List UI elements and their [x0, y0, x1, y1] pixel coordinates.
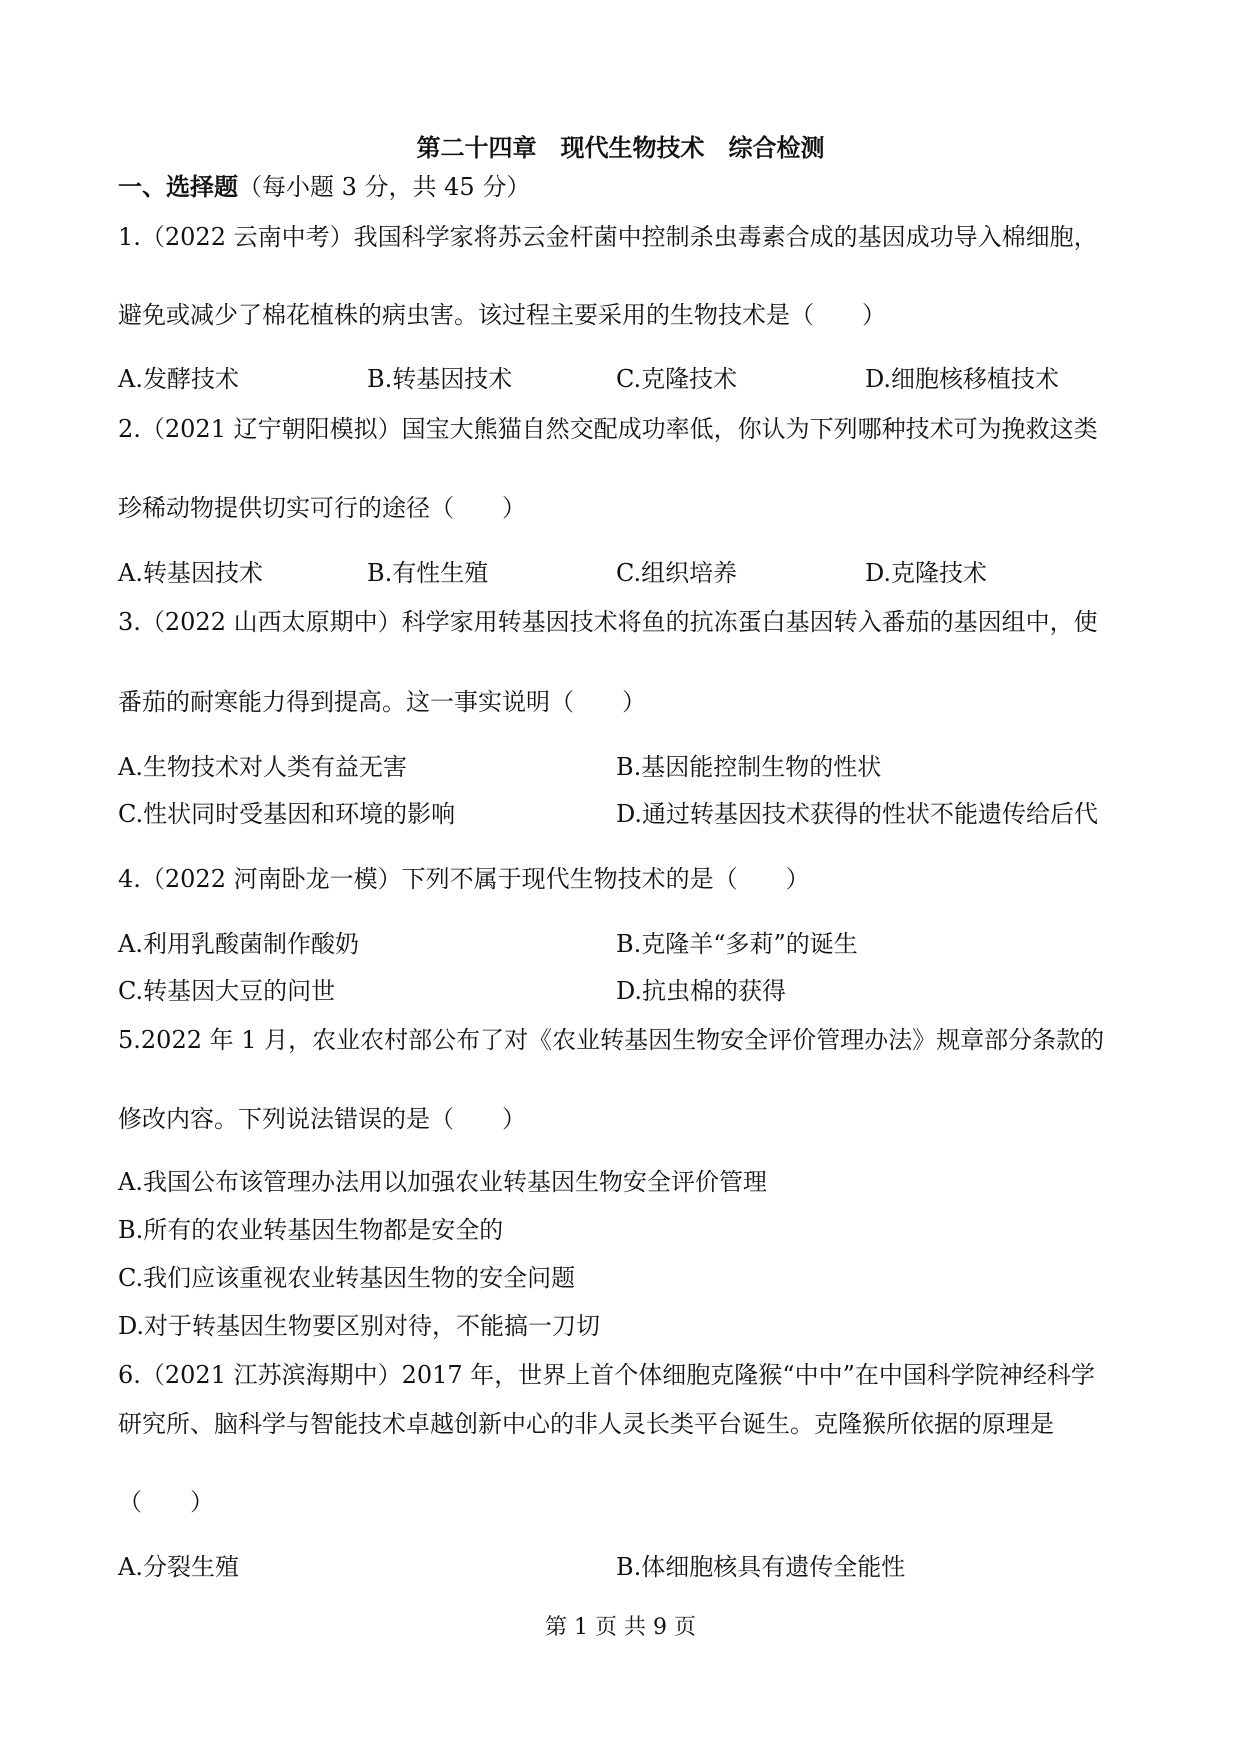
- question-4-option-b: B.克隆羊“多莉”的诞生: [616, 930, 858, 958]
- question-2-option-c: C.组织培养: [616, 559, 738, 587]
- question-4-line-1: 4.（2022 河南卧龙一模）下列不属于现代生物技术的是（ ）: [118, 865, 810, 893]
- question-1-line-1: 1.（2022 云南中考）我国科学家将苏云金杆菌中控制杀虫毒素合成的基因成功导入棉细胞，: [118, 223, 1098, 251]
- question-4-option-a: A.利用乳酸菌制作酸奶: [118, 930, 359, 958]
- question-6-option-b: B.体细胞核具有遗传全能性: [616, 1553, 906, 1581]
- section-heading-note: （每小题 3 分，共 45 分）: [238, 173, 531, 201]
- question-2-line-1: 2.（2021 辽宁朝阳模拟）国宝大熊猫自然交配成功率低，你认为下列哪种技术可为挽救这类: [118, 415, 1098, 443]
- question-3-option-a: A.生物技术对人类有益无害: [118, 753, 407, 781]
- question-5-line-2: 修改内容。下列说法错误的是（ ）: [118, 1105, 526, 1133]
- question-1-line-2: 避免或减少了棉花植株的病虫害。该过程主要采用的生物技术是（ ）: [118, 301, 886, 329]
- question-4-option-d: D.抗虫棉的获得: [616, 977, 787, 1005]
- section-heading: [118, 172, 530, 202]
- question-5-option-a: A.我国公布该管理办法用以加强农业转基因生物安全评价管理: [118, 1168, 767, 1196]
- page-footer: 第 1 页 共 9 页: [545, 1615, 696, 1640]
- question-6-line-2: 研究所、脑科学与智能技术卓越创新中心的非人灵长类平台诞生。克隆猴所依据的原理是: [118, 1410, 1054, 1438]
- question-1-option-d: D.细胞核移植技术: [865, 365, 1060, 393]
- question-1-option-c: C.克隆技术: [616, 365, 738, 393]
- question-2-line-2: 珍稀动物提供切实可行的途径（ ）: [118, 494, 526, 522]
- question-3-option-d: D.通过转基因技术获得的性状不能遗传给后代: [616, 800, 1099, 828]
- question-6-line-1: 6.（2021 江苏滨海期中）2017 年，世界上首个体细胞克隆猴“中中”在中国科学院神经科学: [118, 1361, 1095, 1389]
- question-5-option-c: C.我们应该重视农业转基因生物的安全问题: [118, 1264, 576, 1292]
- question-5-line-1: 5.2022 年 1 月，农业农村部公布了对《农业转基因生物安全评价管理办法》规章部分条款的: [118, 1026, 1105, 1054]
- question-3-option-b: B.基因能控制生物的性状: [616, 753, 882, 781]
- page-title: 第二十四章 现代生物技术 综合检测: [416, 133, 825, 162]
- question-6-line-3: （ ）: [118, 1488, 214, 1516]
- question-5-option-b: B.所有的农业转基因生物都是安全的: [118, 1216, 504, 1244]
- question-2-option-a: A.转基因技术: [118, 559, 263, 587]
- question-3-line-1: 3.（2022 山西太原期中）科学家用转基因技术将鱼的抗冻蛋白基因转入番茄的基因组中，使: [118, 608, 1098, 636]
- question-6-option-a: A.分裂生殖: [118, 1553, 239, 1581]
- question-3-option-c: C.性状同时受基因和环境的影响: [118, 800, 456, 828]
- question-4-option-c: C.转基因大豆的问世: [118, 977, 336, 1005]
- section-heading-label: 一、选择题: [118, 172, 238, 201]
- question-5-option-d: D.对于转基因生物要区别对待，不能搞一刀切: [118, 1312, 601, 1340]
- question-2-option-b: B.有性生殖: [367, 559, 489, 587]
- question-2-option-d: D.克隆技术: [865, 559, 988, 587]
- question-1-option-a: A.发酵技术: [118, 365, 239, 393]
- question-1-option-b: B.转基因技术: [367, 365, 513, 393]
- question-3-line-2: 番茄的耐寒能力得到提高。这一事实说明（ ）: [118, 688, 646, 716]
